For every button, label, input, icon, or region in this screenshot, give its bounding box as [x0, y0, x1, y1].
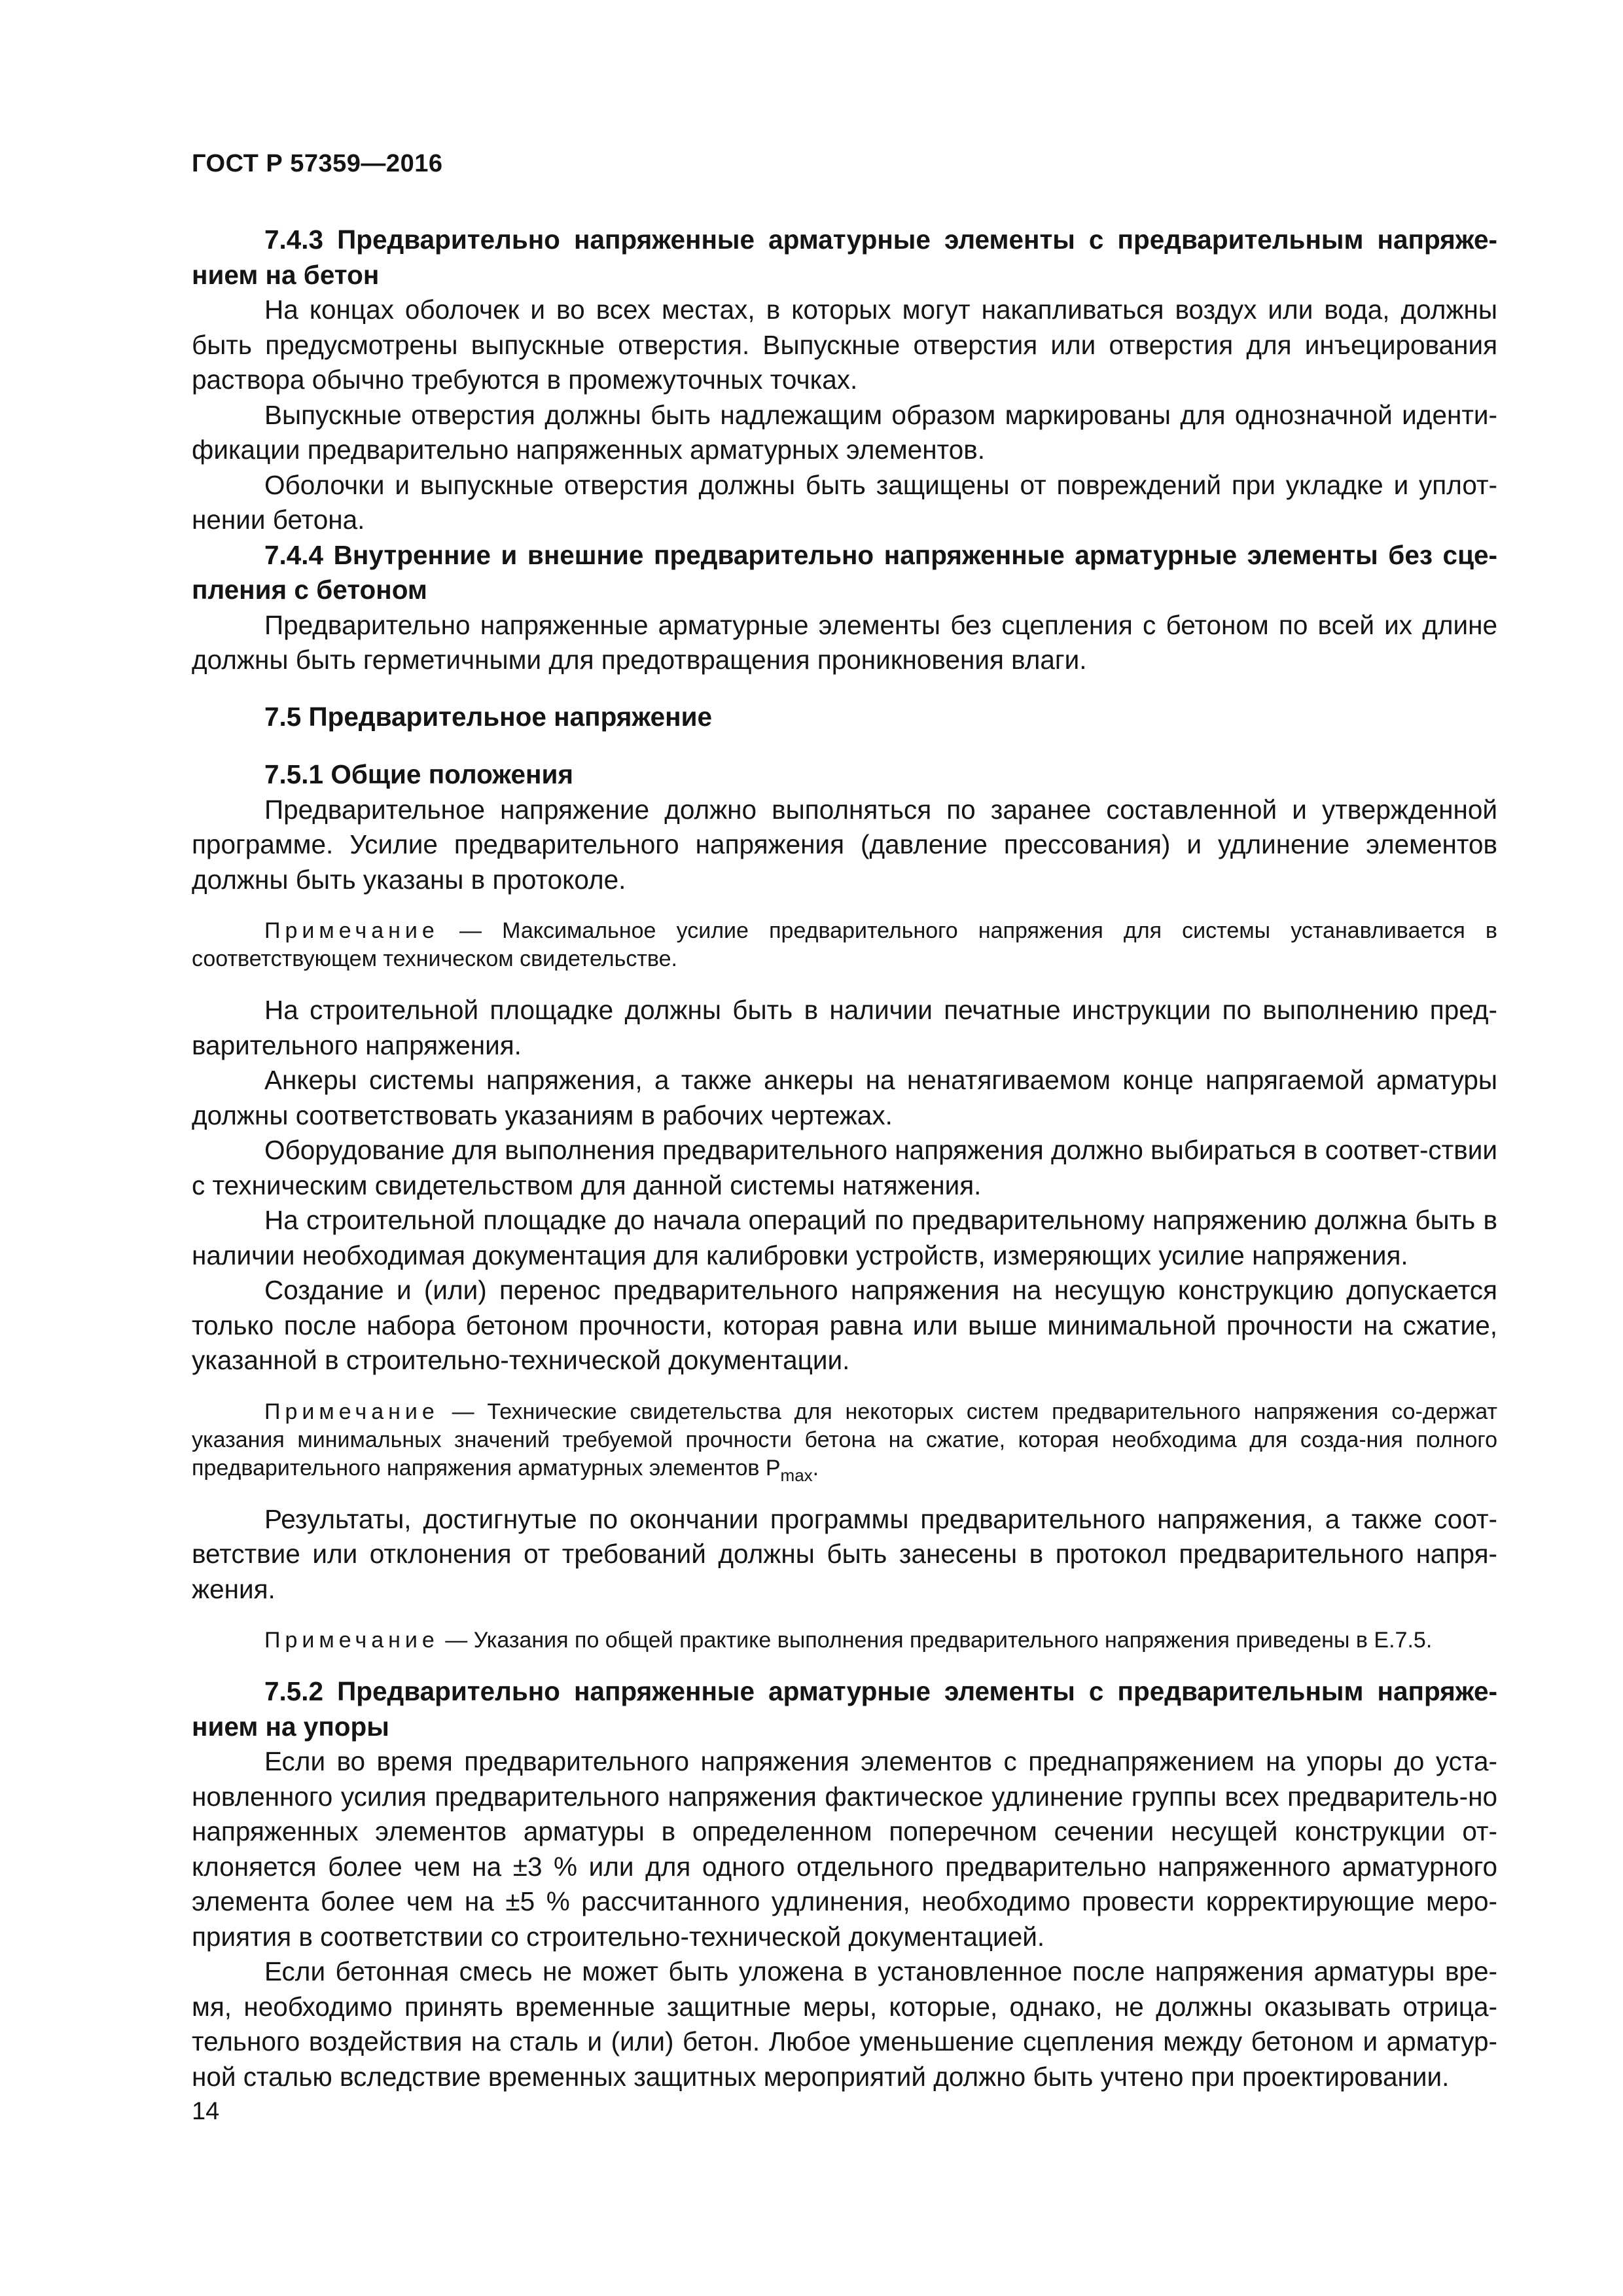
paragraph: Создание и (или) перенос предварительного напряжения на несущую конструкцию допускается только после набора бетоном прочности, которая равна или выше минимальной прочности на сжатие, указанной в строительно-технической документации.	[192, 1275, 1497, 1375]
paragraph: На строительной площадке до начала операций по предварительному напряжению должна быть в наличии необходимая документация для калибровки устройств, измеряющих усилие напряжения.	[192, 1205, 1497, 1270]
note-label: Примечание	[264, 1399, 439, 1424]
section-7-5-1-title: 7.5.1 Общие положения	[264, 759, 573, 789]
note-label: Примечание	[264, 918, 439, 943]
section-7-5-2-title: 7.5.2 Предварительно напряженные арматурные элементы с предварительным напряже-нием на упоры	[192, 1676, 1497, 1742]
paragraph: Если во время предварительного напряжения элементов с преднапряжением на упоры до уста-новленного усилия предварительного напряжения фактическое удлинение группы всех предваритель-но напряженных элементов арматуры в определенном поперечном сечении несущей конструкции от-клоняется более чем на ±3 % или для одного отдельного предварительно напряженного арматурного элемента более чем на ±5 % рассчитанного удлинения, необходимо провести корректирующие меро-приятия в соответствии со строительно-технической документацией.	[192, 1746, 1497, 1952]
paragraph: Предварительно напряженные арматурные элементы без сцепления с бетоном по всей их длине должны быть герметичными для предотвращения проникновения влаги.	[192, 609, 1497, 675]
subscript: max	[780, 1465, 813, 1485]
paragraph: Если бетонная смесь не может быть уложена в установленное после напряжения арматуры вре-мя, необходимо принять временные защитные меры, которые, однако, не должны оказывать отрица-тельного воздействия на сталь и (или) бетон. Любое уменьшение сцепления между бетоном и арматур-ной сталью вследствие временных защитных мероприятий должно быть учтено при проектировании.	[192, 1956, 1497, 2092]
document-header: ГОСТ Р 57359—2016	[192, 150, 443, 177]
paragraph: Оборудование для выполнения предварительного напряжения должно выбираться в соответ-ствии с техническим свидетельством для данной системы натяжения.	[192, 1135, 1497, 1200]
page-number: 14	[192, 2098, 220, 2125]
note-text: — Максимальное усилие предварительного напряжения для системы устанавливается в соответствующем техническом свидетельстве.	[192, 918, 1497, 971]
note-text: — Технические свидетельства для некоторых систем предварительного напряжения со-держат указания минимальных значений требуемой прочности бетона на сжатие, которая необходима для созда-ния полного предварительного напряжения арматурных элементов P	[192, 1399, 1497, 1480]
paragraph: На строительной площадке должны быть в наличии печатные инструкции по выполнению пред-варительного напряжения.	[192, 995, 1497, 1060]
paragraph: Анкеры системы напряжения, а также анкеры на ненатягиваемом конце напрягаемой арматуры должны соответствовать указаниям в рабочих чертежах.	[192, 1065, 1497, 1130]
paragraph: Предварительное напряжение должно выполняться по заранее составленной и утвержденной программе. Усилие предварительного напряжения (давление прессования) и удлинение элементов должны быть указаны в протоколе.	[192, 794, 1497, 895]
note	[192, 1398, 1497, 1485]
paragraph: Результаты, достигнутые по окончании программы предварительного напряжения, а также соот-ветствие или отклонения от требований должны быть занесены в протокол предварительного напря-жения.	[192, 1503, 1497, 1604]
document-body	[192, 223, 1497, 2094]
paragraph: Оболочки и выпускные отверстия должны быть защищены от повреждений при укладке и уплот-нении бетона.	[192, 469, 1497, 535]
section-7-4-4-title: 7.4.4 Внутренние и внешние предварительно напряженные арматурные элементы без сце-пления с бетоном	[192, 539, 1497, 605]
paragraph: Выпускные отверстия должны быть надлежащим образом маркированы для однозначной иденти-фикации предварительно напряженных арматурных элементов.	[192, 399, 1497, 465]
note	[192, 917, 1497, 973]
note	[192, 1626, 1497, 1655]
section-7-5-title: 7.5 Предварительное напряжение	[264, 701, 712, 732]
paragraph: На концах оболочек и во всех местах, в которых могут накапливаться воздух или вода, должны быть предусмотрены выпускные отверстия. Выпускные отверстия или отверстия для инъецирования раствора обычно требуются в промежуточных точках.	[192, 295, 1497, 395]
note-label: Примечание	[264, 1628, 439, 1653]
note-text: — Указания по общей практике выполнения предварительного напряжения приведены в Е.7.5.	[438, 1628, 1433, 1653]
note-end: .	[812, 1455, 819, 1480]
section-7-4-3-title: 7.4.3 Предварительно напряженные арматурные элементы с предварительным напряже-нием на бетон	[192, 224, 1497, 290]
